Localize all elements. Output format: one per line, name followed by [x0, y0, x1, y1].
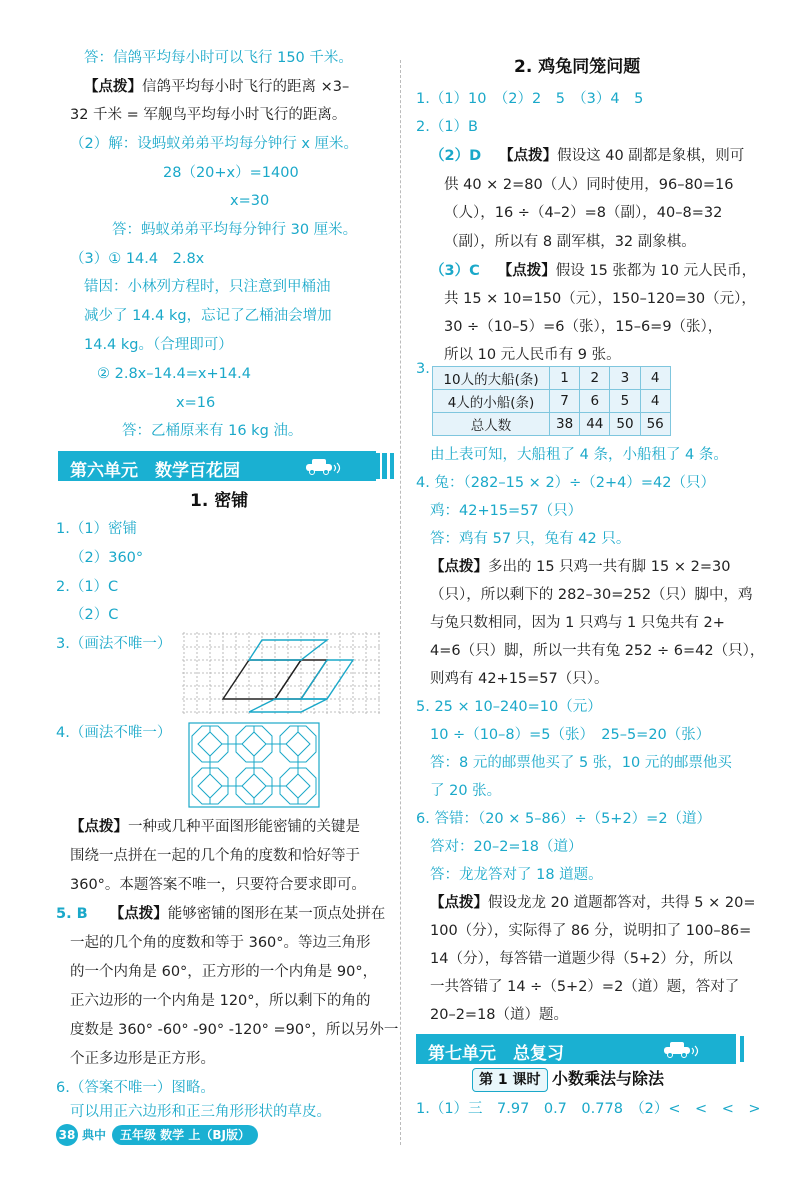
- page-footer: [56, 1124, 286, 1146]
- hint-text: 假设这 40 副都是象棋，则可: [557, 148, 745, 164]
- octagon-tiling-figure: [188, 722, 320, 808]
- question-6: 6. 答错：（20 × 5–86）÷（5+2）=2（道）: [416, 811, 712, 827]
- row-label: 4人的小船(条): [433, 390, 550, 413]
- text-line: （3）① 14.4 2.8x: [70, 251, 205, 267]
- table-row: [433, 367, 671, 390]
- unit-banner: [58, 451, 376, 481]
- hint-line: [430, 147, 744, 165]
- hint-text: 能够密铺的图形在某一顶点处拼在: [167, 906, 386, 922]
- hint-line: [430, 262, 756, 280]
- section-title: 2. 鸡兔同笼问题: [514, 57, 641, 77]
- question-3: 3.: [416, 361, 430, 377]
- answer-line: 答：龙龙答对了 18 道题。: [430, 867, 603, 883]
- question-2: 2.（1）C: [56, 579, 119, 595]
- answer-line: 答：乙桶原来有 16 kg 油。: [122, 423, 303, 439]
- table-cell: 38: [550, 413, 580, 436]
- unit-banner: [416, 1034, 736, 1064]
- question-4: 4. 兔：（282–15 × 2）÷（2+4）=42（只）: [416, 475, 716, 491]
- text-line: 30 ÷（10–5）=6（张），15–6=9（张），: [444, 319, 723, 335]
- text-line: 则鸡有 42+15=57（只）。: [430, 671, 609, 687]
- text-line: 360°。本题答案不唯一，只要符合要求即可。: [70, 877, 366, 893]
- unit-title: 第七单元 总复习: [428, 1044, 564, 1064]
- text-line: （人），16 ÷（4–2）=8（副），40–8=32: [444, 205, 723, 221]
- text-line: 20–2=18（道）题。: [430, 1007, 569, 1023]
- text-line: 正六边形的一个内角是 120°，所以剩下的角的: [70, 993, 371, 1009]
- table-cell: 1: [550, 367, 580, 390]
- row-label: 10人的大船(条): [433, 367, 550, 390]
- banner-stripe: [376, 453, 380, 479]
- column-divider: [400, 60, 401, 1145]
- answer-line: 答：蚂蚁弟弟平均每分钟行 30 厘米。: [112, 222, 358, 238]
- car-icon: [302, 457, 342, 475]
- question-3: 3.（画法不唯一）: [56, 636, 172, 652]
- text-line: 10 ÷（10–8）=5（张） 25–5=20（张）: [430, 727, 711, 743]
- answer-line: 答：鸡有 57 只，兔有 42 只。: [430, 531, 631, 547]
- text-line: 围绕一点拼在一起的几个角的度数和恰好等于: [70, 848, 360, 864]
- answer-line: 答：8 元的邮票他买了 5 张，10 元的邮票他买: [430, 755, 732, 771]
- hint-tag: 【点拨】: [497, 263, 556, 279]
- text-line: 的一个内角是 60°，正方形的一个内角是 90°，: [70, 964, 378, 980]
- hint-tag: 【点拨】: [70, 819, 128, 835]
- page-number: 38: [56, 1124, 78, 1146]
- banner-stripe: [740, 1036, 744, 1062]
- table-row: [433, 413, 671, 436]
- equation: 28（20+x）=1400: [163, 165, 299, 181]
- text-line: 所以 10 元人民币有 9 张。: [444, 347, 621, 363]
- hint-text: 一种或几种平面图形能密铺的关键是: [128, 819, 360, 835]
- lesson-title: 小数乘法与除法: [552, 1069, 665, 1088]
- text-line: （副），所以有 8 副军棋，32 副象棋。: [444, 234, 696, 250]
- text-line: 一共答错了 14 ÷（5+2）=2（道）题，答对了: [430, 979, 740, 995]
- text-line: 14.4 kg。（合理即可）: [84, 337, 233, 353]
- text-line: 14（分），每答错一道题少得（5+2）分，所以: [430, 951, 733, 967]
- text-line: 度数是 360° -60° -90° -120° =90°，所以另外一: [70, 1022, 399, 1038]
- text-line: （2）解：设蚂蚁弟弟平均每分钟行 x 厘米。: [70, 136, 359, 152]
- brand-logo: 典中: [82, 1128, 107, 1142]
- equation: ② 2.8x–14.4=x+14.4: [97, 366, 251, 382]
- hint-tag: 【点拨】: [430, 559, 488, 575]
- table-cell: 44: [580, 413, 610, 436]
- table-cell: 4: [640, 367, 670, 390]
- hint-line: [84, 78, 349, 96]
- text-line: 个正多边形是正方形。: [70, 1051, 215, 1067]
- text-line: 一起的几个角的度数和等于 360°。等边三角形: [70, 935, 371, 951]
- review-question-1: 1.（1）三 7.97 0.7 0.778 （2）< < < >: [416, 1101, 761, 1117]
- hint-tag: 【点拨】: [430, 895, 488, 911]
- answer-choice: （2）D: [430, 148, 482, 164]
- unit-title: 第六单元 数学百花园: [70, 461, 240, 481]
- text-line: 32 千米 = 军舰鸟平均每小时飞行的距离。: [70, 107, 347, 123]
- text-line: 与兔只数相同，因为 1 只鸡与 1 只兔共有 2+: [430, 615, 725, 631]
- question-2: 2.（1）B: [416, 119, 479, 135]
- hint-tag: 【点拨】: [84, 79, 142, 95]
- text-line: 可以用正六边形和正三角形形状的草皮。: [70, 1104, 331, 1120]
- question-1: 1.（1）密铺: [56, 521, 138, 537]
- table-cell: 3: [610, 367, 640, 390]
- section-title: 1. 密铺: [190, 491, 249, 511]
- hint-line: [430, 558, 730, 576]
- answer-choice: 5. B: [56, 906, 88, 922]
- parallelogram-tiling-figure: [182, 632, 382, 714]
- text-line: 由上表可知，大船租了 4 条，小船租了 4 条。: [430, 447, 728, 463]
- table-cell: 5: [610, 390, 640, 413]
- table-cell: 2: [580, 367, 610, 390]
- text-line: （2）360°: [70, 550, 144, 566]
- table-cell: 56: [640, 413, 670, 436]
- question-4: 4.（画法不唯一）: [56, 725, 172, 741]
- text-line: （2）C: [70, 607, 119, 623]
- boat-table: [432, 366, 671, 436]
- table-cell: 6: [580, 390, 610, 413]
- equation: x=30: [230, 193, 270, 209]
- answer-choice: （3）C: [430, 263, 480, 279]
- row-label: 总人数: [433, 413, 550, 436]
- table-cell: 4: [640, 390, 670, 413]
- text-line: 鸡：42+15=57（只）: [430, 503, 583, 519]
- hint-text: 信鸽平均每小时飞行的距离 ×3–: [142, 79, 350, 95]
- text-line: 答对：20–2=18（道）: [430, 839, 583, 855]
- hint-tag: 【点拨】: [499, 148, 558, 164]
- table-row: [433, 390, 671, 413]
- hint-line: [70, 818, 360, 836]
- banner-stripe: [383, 453, 387, 479]
- text-line: 错因：小林列方程时，只注意到甲桶油: [84, 279, 331, 295]
- hint-text: 假设龙龙 20 道题都答对，共得 5 × 20=: [488, 895, 756, 911]
- question-5: [56, 905, 385, 923]
- text-line: 供 40 × 2=80（人）同时使用，96–80=16: [444, 177, 734, 193]
- lesson-tag: 第 1 课时: [472, 1068, 548, 1092]
- text-line: 100（分），实际得了 86 分，说明扣了 100–86=: [430, 923, 752, 939]
- table-cell: 7: [550, 390, 580, 413]
- hint-tag: 【点拨】: [109, 906, 168, 922]
- car-icon: [660, 1040, 700, 1058]
- question-5: 5. 25 × 10–240=10（元）: [416, 699, 602, 715]
- hint-text: 多出的 15 只鸡一共有脚 15 × 2=30: [488, 559, 731, 575]
- table-cell: 50: [610, 413, 640, 436]
- text-line: 共 15 × 10=150（元），150–120=30（元），: [444, 291, 756, 307]
- question-6: 6.（答案不唯一）图略。: [56, 1080, 215, 1096]
- equation: x=16: [176, 395, 216, 411]
- answer-line: 答：信鸽平均每小时可以飞行 150 千米。: [84, 50, 353, 66]
- text-line: 了 20 张。: [430, 783, 502, 799]
- question-1: 1.（1）10 （2）2 5 （3）4 5: [416, 91, 644, 107]
- book-info: 五年级 数学 上（BJ版）: [112, 1125, 258, 1145]
- hint-line: [430, 894, 755, 912]
- hint-text: 假设 15 张都为 10 元人民币，: [555, 263, 757, 279]
- text-line: 4=6（只）脚，所以一共有兔 252 ÷ 6=42（只），: [430, 643, 765, 659]
- text-line: （只），所以剩下的 282–30=252（只）脚中，鸡: [430, 587, 753, 603]
- text-line: 减少了 14.4 kg，忘记了乙桶油会增加: [84, 308, 332, 324]
